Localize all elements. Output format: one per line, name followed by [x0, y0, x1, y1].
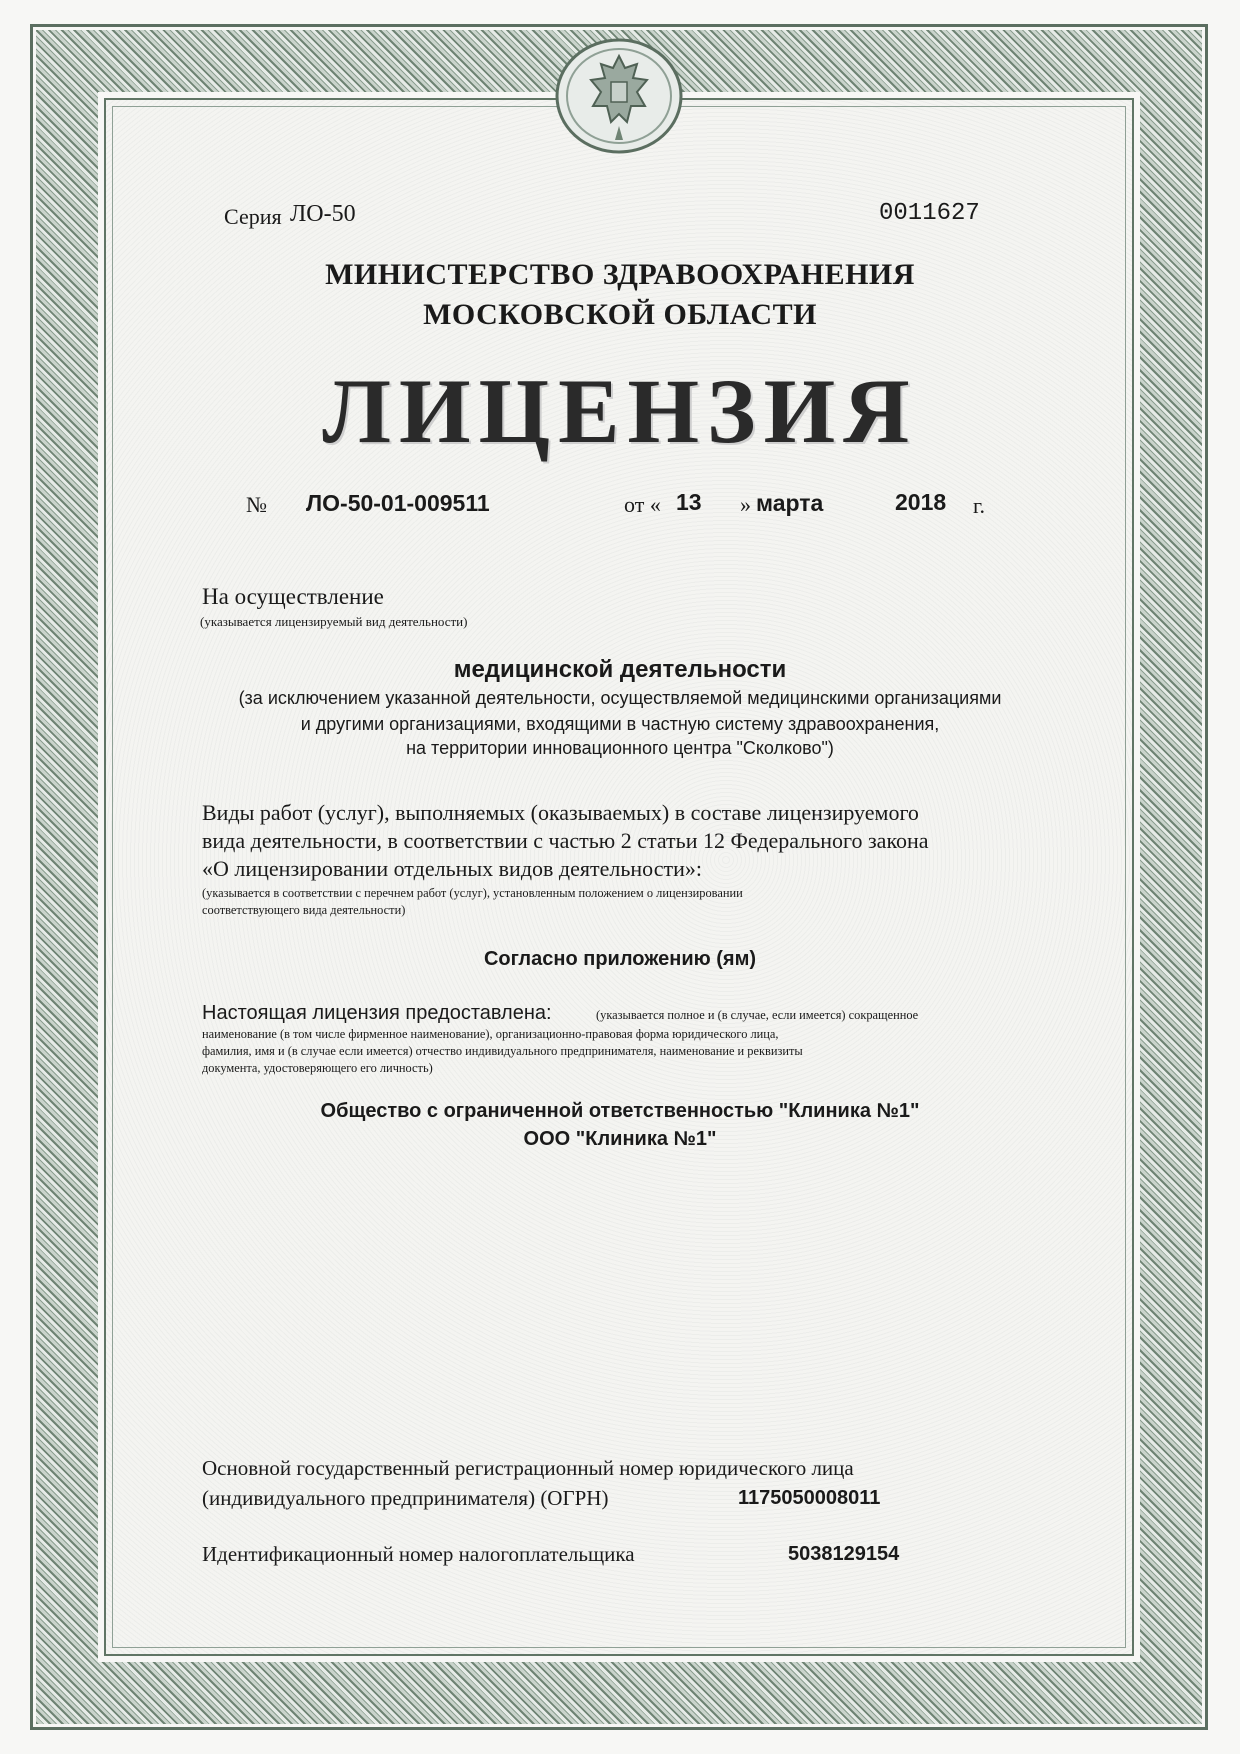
- works-hint-1: (указывается в соответствии с перечнем работ (услуг), установленным положением о лицензировании: [202, 886, 743, 900]
- license-year: 2018: [895, 489, 947, 515]
- license-month: марта: [756, 490, 824, 516]
- number-label: №: [246, 492, 267, 517]
- works-line-1: Виды работ (услуг), выполняемых (оказываемых) в составе лицензируемого: [202, 800, 919, 825]
- works-hint-2: соответствующего вида деятельности): [202, 903, 406, 917]
- licensee-hint-first: (указывается полное и (в случае, если имеется) сокращенное: [596, 1008, 919, 1022]
- ogrn-label-1: Основной государственный регистрационный номер юридического лица: [202, 1456, 854, 1480]
- licensee-hint-1: наименование (в том числе фирменное наименование), организационно-правовая форма юридического лица,: [202, 1027, 779, 1041]
- ministry-line-1: МИНИСТЕРСТВО ЗДРАВООХРАНЕНИЯ: [325, 258, 915, 291]
- coat-of-arms-emblem: [555, 36, 683, 156]
- licensee-hint-3: документа, удостоверяющего его личность): [202, 1061, 433, 1075]
- activity-name: медицинской деятельности: [453, 656, 787, 683]
- works-line-2: вида деятельности, в соответствии с частью 2 статьи 12 Федерального закона: [202, 828, 929, 853]
- year-suffix: г.: [973, 493, 986, 518]
- activity-clarification-1: (за исключением указанной деятельности, осуществляемой медицинскими организациями: [238, 688, 1002, 708]
- license-day: 13: [676, 489, 702, 515]
- ministry-line-2: МОСКОВСКОЙ ОБЛАСТИ: [423, 298, 817, 331]
- activity-hint: (указывается лицензируемый вид деятельности): [200, 614, 468, 629]
- licensee-full-name: Общество с ограниченной ответственностью "Клиника №1": [320, 1100, 920, 1122]
- ogrn-value: 1175050008011: [738, 1487, 881, 1509]
- works-value: Согласно приложению (ям): [483, 948, 757, 970]
- date-from-label: от «: [624, 492, 661, 517]
- series-label: Серия: [224, 204, 282, 229]
- licensee-label: Настоящая лицензия предоставлена:: [202, 1002, 552, 1024]
- month-prefix: »: [740, 492, 751, 517]
- ogrn-label-2: (индивидуального предпринимателя) (ОГРН): [202, 1486, 609, 1510]
- blank-number: 0011627: [879, 200, 980, 227]
- document-title: ЛИЦЕНЗИЯ: [322, 360, 918, 462]
- activity-clarification-3: на территории инновационного центра "Сколково"): [406, 738, 834, 758]
- activity-clarification-2: и другими организациями, входящими в частную систему здравоохранения,: [300, 714, 940, 734]
- inn-label: Идентификационный номер налогоплательщика: [202, 1542, 635, 1566]
- license-number: ЛО-50-01-009511: [306, 490, 490, 516]
- licensee-hint-2: фамилия, имя и (в случае если имеется) отчество индивидуального предпринимателя, наименование и реквизиты: [202, 1044, 803, 1058]
- activity-label: На осуществление: [202, 584, 384, 609]
- licensee-short-name: ООО "Клиника №1": [523, 1128, 717, 1150]
- series-value: ЛО-50: [290, 201, 356, 227]
- works-line-3: «О лицензировании отдельных видов деятельности»:: [202, 856, 702, 881]
- inn-value: 5038129154: [788, 1543, 900, 1565]
